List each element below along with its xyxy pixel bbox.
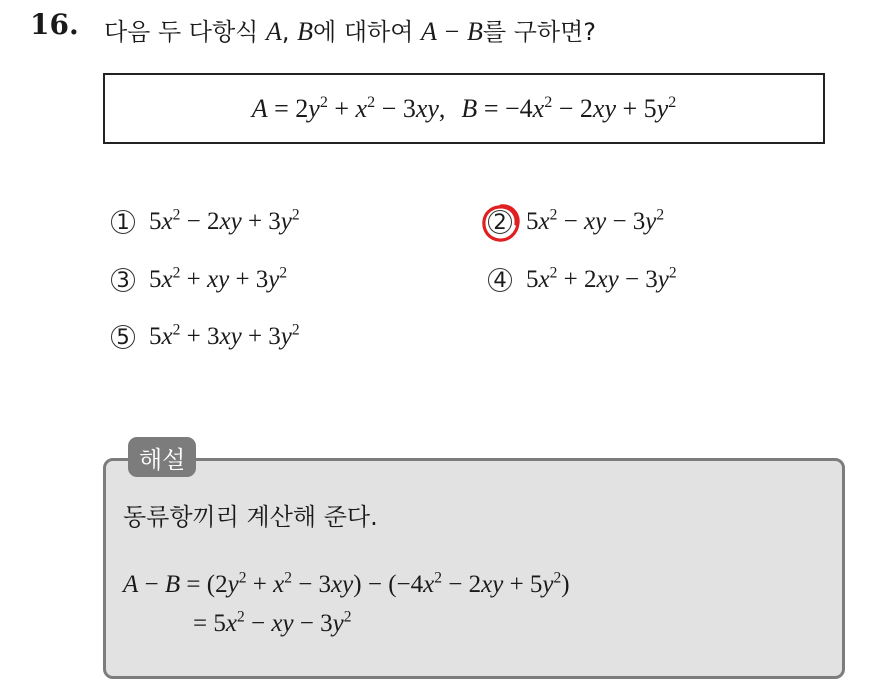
question-expression: A − B [421, 17, 483, 46]
variable-b: B [297, 17, 314, 46]
choice-2-expr: $5x^2$ − xy − $3y^2$ [526, 206, 665, 235]
choice-5-expr: $5x^2 + 3xy + 3y^2$ [149, 321, 300, 350]
given-a-label: A [251, 93, 268, 123]
question-text-before: 다음 두 다항식 [104, 18, 266, 46]
question-text-middle: 에 대하여 [313, 18, 422, 46]
question-text [104, 12, 596, 47]
given-b-label: B [461, 93, 478, 123]
explanation-equation-line-2: = $5x^2$ − xy − $3y^2$ [193, 608, 352, 637]
explanation-equation-line-1: $A - B = (2y^2 + x^2 - 3xy) - (-4x^2 - 2xy + 5y^2)$ [123, 569, 570, 598]
choice-number-4: 4 [488, 268, 512, 292]
given-a [252, 94, 446, 124]
choice-number-2-label: 2 [493, 210, 507, 234]
choice-1[interactable] [111, 208, 300, 236]
choice-number-2 [488, 210, 512, 234]
question-number: 16. [30, 8, 79, 41]
choice-1-expr: $5x^2 - 2xy + 3y^2$ [149, 206, 300, 235]
explanation-box [103, 458, 845, 679]
choice-3-expr: $5x^2$ + xy + $3y^2$ [149, 264, 288, 293]
choice-4[interactable] [488, 266, 677, 294]
given-polynomials-box [103, 73, 825, 144]
explanation-text: 동류항끼리 계산해 준다. [123, 503, 378, 531]
choice-number-3: 3 [111, 268, 135, 292]
choice-4-expr: $5x^2 + 2xy - 3y^2$ [526, 264, 677, 293]
choice-2[interactable] [488, 208, 664, 236]
choice-3[interactable] [111, 266, 287, 294]
question-text-after: 를 구하면? [482, 18, 596, 46]
choice-number-5: 5 [111, 325, 135, 349]
variable-a: A [266, 17, 282, 46]
given-a-expr: = $2y^2 + x^2 - 3xy$, [274, 93, 446, 123]
choice-5[interactable] [111, 323, 300, 351]
question-comma: , [281, 18, 298, 46]
explanation-tag: 해설 [128, 437, 196, 477]
given-b-expr: = $-4x^2 - 2xy + 5y^2$ [483, 93, 677, 123]
choice-number-1: 1 [111, 210, 135, 234]
given-b [461, 94, 676, 124]
